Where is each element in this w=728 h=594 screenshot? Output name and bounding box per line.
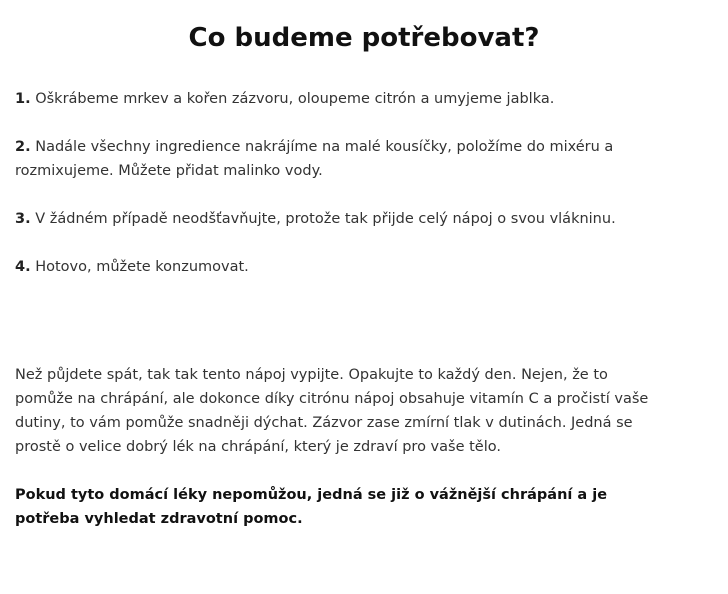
step-text: V žádném případě neodšťavňujte, protože tak přijde celý nápoj o svou vlákninu. [30,211,616,227]
step-text: Oškrábeme mrkev a kořen zázvoru, oloupeme citrón a umyjeme jablka. [30,91,555,107]
step-number: 2. [15,139,31,155]
step-3 [15,207,655,231]
step-4 [15,255,655,279]
page-title: Co budeme potřebovat? [188,23,540,53]
step-2 [15,135,655,183]
step-number: 4. [15,259,31,275]
warning-paragraph: Pokud tyto domácí léky nepomůžou, jedná se již o vážnější chrápání a je potřeba vyhledat zdravotní pomoc. [15,487,608,527]
step-text: Hotovo, můžete konzumovat. [30,259,249,275]
step-number: 3. [15,211,31,227]
closing-paragraph: Než půjdete spát, tak tak tento nápoj vypijte. Opakujte to každý den. Nejen, že to pomůže na chrápání, ale dokonce díky citrónu nápoj obsahuje vitamín C a pročistí vaše dutiny, to vám pomůže snadněji dýchat. Zázvor zase zmírní tlak v dutinách. Jedná se prostě o velice dobrý lék na chrápání, který je zdraví pro vaše tělo. [15,367,649,455]
step-text: Nadále všechny ingredience nakrájíme na malé kousíčky, položíme do mixéru a rozmixujeme. Můžete přidat malinko vody. [15,139,614,179]
step-1 [15,87,655,111]
step-number: 1. [15,91,31,107]
